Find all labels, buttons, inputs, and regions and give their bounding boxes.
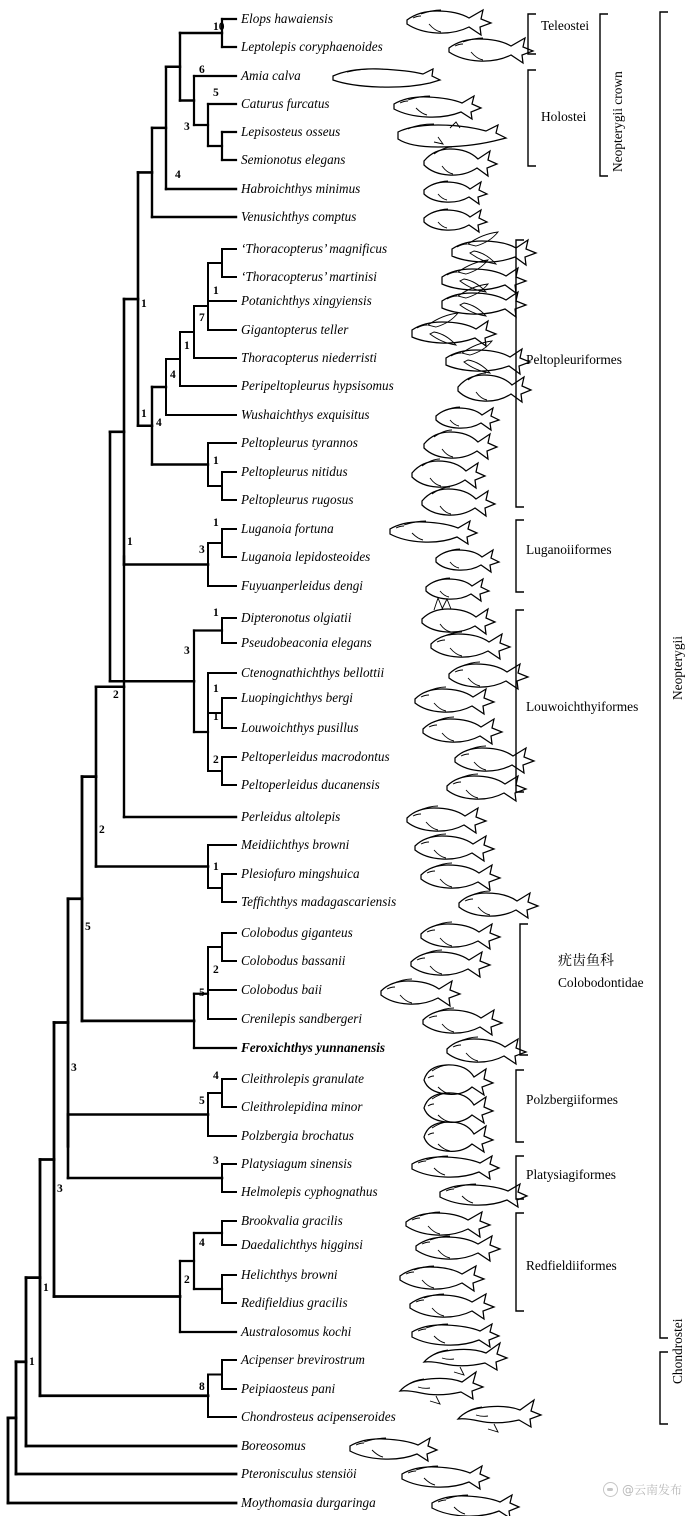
taxon-label: Platysiagum sinensis	[241, 1156, 352, 1171]
node-support-value: 6	[199, 64, 205, 76]
node-support-value: 1	[213, 455, 219, 467]
node-support-value: 1	[184, 340, 190, 352]
fish-illustration	[415, 834, 494, 861]
clade-label: Polzbergiiformes	[526, 1092, 618, 1107]
taxon-label: Moythomasia durgaringa	[241, 1495, 376, 1510]
taxon-label: Peripeltopleurus hypsisomus	[241, 378, 394, 393]
taxon-label: Semionotus elegans	[241, 152, 346, 167]
clade-bracket	[528, 14, 536, 54]
fish-illustration	[447, 774, 526, 801]
taxon-label: Peltoperleidus macrodontus	[241, 749, 390, 764]
taxon-label: Peltoperleidus ducanensis	[241, 777, 380, 792]
fish-illustration	[421, 922, 500, 949]
node-support-value: 1	[43, 1282, 49, 1294]
fish-illustration	[459, 891, 538, 918]
taxon-label: Cleithrolepidina minor	[241, 1099, 363, 1114]
node-support-value: 1	[213, 683, 219, 695]
fish-illustration	[423, 717, 502, 744]
taxon-label: Venusichthys comptus	[241, 209, 357, 224]
fish-illustration	[432, 1495, 519, 1516]
clade-bracket	[660, 12, 668, 1338]
node-support-value: 2	[99, 824, 105, 836]
fish-illustration	[424, 147, 497, 176]
node-support-value: 1	[213, 861, 219, 873]
fish-illustration	[416, 1236, 500, 1261]
taxon-label: Brookvalia gracilis	[241, 1213, 343, 1228]
clade-bracket	[660, 1352, 668, 1424]
taxon-label: Daedalichthys higginsi	[241, 1237, 363, 1252]
clade-label: Neopterygii crown	[610, 71, 625, 172]
taxon-label: Helmolepis cyphognathus	[241, 1184, 378, 1199]
node-support-value: 2	[184, 1274, 190, 1286]
taxon-label: Crenilepis sandbergeri	[241, 1011, 362, 1026]
node-support-value: 2	[113, 689, 119, 701]
node-support-value: 4	[170, 369, 176, 381]
clade-label: Redfieldiiformes	[526, 1258, 617, 1273]
node-support-value: 3	[199, 544, 205, 556]
fish-illustration	[407, 806, 486, 833]
fish-illustration	[449, 38, 533, 63]
fish-illustration	[381, 979, 460, 1006]
node-support-value: 1	[213, 285, 219, 297]
fish-illustration	[350, 1438, 437, 1461]
taxon-label: Pteronisculus stensiöi	[241, 1466, 357, 1481]
taxon-label: Wushaichthys exquisitus	[241, 407, 370, 422]
node-support-value: 2	[213, 964, 219, 976]
fish-illustration	[424, 430, 497, 459]
fish-illustration	[421, 863, 500, 890]
taxon-label: Boreosomus	[241, 1438, 306, 1453]
taxon-label: Polzbergia brochatus	[241, 1128, 354, 1143]
fish-illustration	[426, 578, 489, 601]
taxon-label: Plesiofuro mingshuica	[241, 866, 360, 881]
taxon-label: Peltopleurus tyrannos	[241, 435, 358, 450]
taxon-label: Helichthys browni	[241, 1267, 338, 1282]
taxon-label: Amia calva	[241, 68, 301, 83]
clade-label: 疣齿鱼科	[558, 953, 614, 969]
node-support-value: 3	[184, 121, 190, 133]
fish-illustration	[440, 1184, 527, 1207]
taxon-label: ‘Thoracopterus’ magnificus	[241, 241, 388, 256]
fish-illustration	[412, 313, 496, 346]
fish-illustration	[423, 1008, 502, 1035]
node-support-value: 1	[141, 298, 147, 310]
node-support-value: 5	[85, 921, 91, 933]
fish-illustration	[424, 1122, 493, 1152]
node-support-value: 3	[57, 1183, 63, 1195]
taxon-label: Louwoichthys pusillus	[241, 720, 359, 735]
fish-illustration	[411, 950, 490, 977]
taxon-label: Peltopleurus nitidus	[241, 464, 348, 479]
fish-illustration	[390, 521, 477, 544]
node-support-value: 1	[127, 536, 133, 548]
fish-illustration	[442, 284, 526, 317]
fish-illustration	[412, 1156, 499, 1179]
fish-illustration	[447, 1037, 526, 1064]
taxon-label: Cleithrolepis granulate	[241, 1071, 364, 1086]
clade-label: Neopterygii	[670, 636, 685, 700]
taxon-label: Colobodus bassanii	[241, 953, 346, 968]
taxon-label: Meidiichthys browni	[241, 837, 350, 852]
clade-label: Louwoichthyiformes	[526, 699, 639, 714]
node-support-value: 8	[199, 1381, 205, 1393]
fish-illustration	[446, 341, 530, 374]
node-support-value: 1	[213, 607, 219, 619]
fish-illustration	[458, 1400, 541, 1432]
taxon-label: Colobodus giganteus	[241, 925, 353, 940]
fish-illustration	[412, 459, 485, 488]
clade-label: Teleostei	[541, 18, 590, 33]
clade-bracket	[516, 520, 524, 592]
fish-illustration	[436, 407, 499, 430]
clade-bracket	[516, 1070, 524, 1142]
fish-illustration	[458, 373, 531, 402]
node-support-value: 5	[199, 987, 205, 999]
taxon-label: ‘Thoracopterus’ martinisi	[241, 269, 377, 284]
taxon-label: Ctenognathichthys bellottii	[241, 665, 385, 680]
taxon-label: Potanichthys xingyiensis	[241, 293, 372, 308]
clade-bracket	[600, 14, 608, 176]
fish-illustration	[424, 1093, 493, 1123]
fish-illustration	[422, 598, 495, 634]
taxon-label: Elops hawaiensis	[241, 11, 333, 26]
node-support-value: 4	[199, 1237, 205, 1249]
node-support-value: 3	[184, 645, 190, 657]
fish-illustration	[400, 1372, 483, 1404]
node-support-value: 1	[141, 408, 147, 420]
fish-illustration	[398, 122, 506, 147]
fish-illustration	[424, 209, 487, 232]
fish-illustration	[410, 1294, 494, 1319]
clade-label: Chondrostei	[670, 1318, 685, 1384]
fish-illustration	[406, 1212, 490, 1237]
taxon-label: Teffichthys madagascariensis	[241, 894, 397, 909]
taxon-label: Gigantopterus teller	[241, 322, 349, 337]
node-support-value: 4	[156, 417, 162, 429]
node-support-value: 5	[213, 87, 219, 99]
taxon-label: Colobodus baii	[241, 982, 322, 997]
node-support-value: 7	[199, 312, 205, 324]
node-support-value: 4	[175, 169, 181, 181]
fish-illustration	[394, 96, 481, 119]
taxon-label: Acipenser brevirostrum	[241, 1352, 365, 1367]
clade-label: Luganoiiformes	[526, 542, 612, 557]
fish-illustration	[424, 1065, 493, 1095]
fish-illustration	[422, 487, 495, 516]
node-support-value: 1	[213, 517, 219, 529]
fish-illustration	[400, 1266, 484, 1291]
clade-bracket	[528, 70, 536, 166]
taxon-label: Habroichthys minimus	[241, 181, 361, 196]
taxon-label: Redifieldius gracilis	[241, 1295, 348, 1310]
fish-illustration	[415, 687, 494, 714]
fish-illustration	[424, 1343, 507, 1375]
clade-bracket	[520, 924, 528, 1055]
node-support-value: 3	[71, 1062, 77, 1074]
fish-illustration	[402, 1466, 489, 1489]
watermark	[603, 1481, 682, 1498]
node-support-value: 2	[213, 754, 219, 766]
taxon-label: Peipiaosteus pani	[241, 1381, 336, 1396]
node-support-value: 3	[213, 1155, 219, 1167]
taxon-label: Leptolepis coryphaenoides	[241, 39, 383, 54]
taxon-label: Thoracopterus niederristi	[241, 350, 377, 365]
taxon-label: Peltopleurus rugosus	[241, 492, 354, 507]
node-support-value: 4	[213, 1070, 219, 1082]
fish-illustration	[436, 549, 499, 572]
taxon-label: Luopingichthys bergi	[241, 690, 353, 705]
clade-label: Colobodontidae	[558, 975, 644, 990]
node-support-value: 1	[29, 1356, 35, 1368]
taxon-label: Fuyuanperleidus dengi	[241, 578, 363, 593]
clade-label: Peltopleuriformes	[526, 352, 622, 367]
fish-illustration	[412, 1324, 499, 1347]
taxon-label: Feroxichthys yunnanensis	[241, 1040, 386, 1055]
fish-illustration	[424, 181, 487, 204]
weibo-icon	[603, 1482, 618, 1497]
fish-illustration	[333, 69, 440, 87]
node-support-value: 10	[213, 21, 225, 33]
taxon-label: Pseudobeaconia elegans	[241, 635, 372, 650]
clade-label: Holostei	[541, 109, 587, 124]
watermark-text: @云南发布	[621, 1483, 682, 1497]
taxon-label: Luganoia lepidosteoides	[241, 549, 371, 564]
fish-illustration	[407, 10, 491, 35]
node-support-value: 5	[199, 1095, 205, 1107]
taxon-label: Perleidus altolepis	[241, 809, 341, 824]
fish-illustration	[455, 746, 534, 773]
taxon-label: Chondrosteus acipenseroides	[241, 1409, 396, 1424]
fish-illustration	[431, 632, 510, 659]
taxon-label: Australosomus kochi	[241, 1324, 352, 1339]
fish-illustration	[452, 232, 536, 265]
clade-bracket	[516, 1213, 524, 1311]
node-support-value: 1	[213, 711, 219, 723]
clade-label: Platysiagiformes	[526, 1167, 617, 1182]
taxon-label: Dipteronotus olgiatii	[241, 610, 352, 625]
taxon-label: Caturus furcatus	[241, 96, 330, 111]
taxon-label: Lepisosteus osseus	[241, 124, 341, 139]
taxon-label: Luganoia fortuna	[241, 521, 334, 536]
